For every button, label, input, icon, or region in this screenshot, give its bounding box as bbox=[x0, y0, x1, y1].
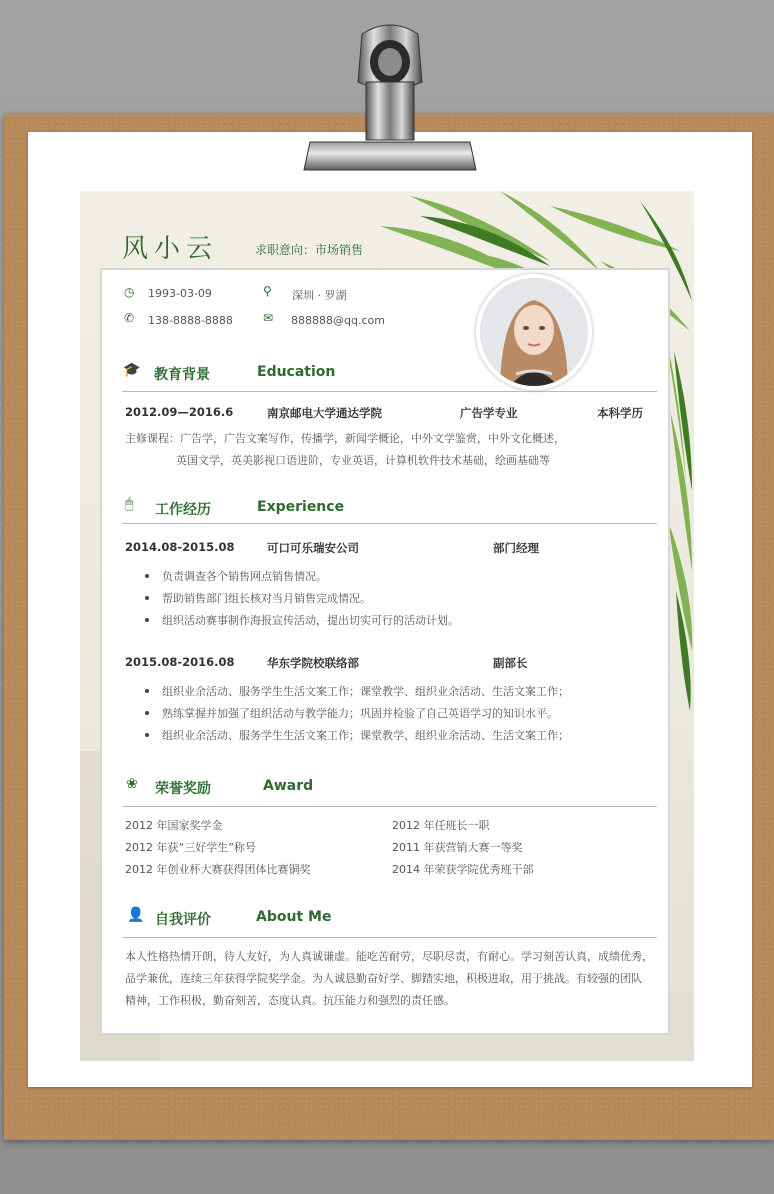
award-item: 2012 年创业杯大赛获得团体比赛铜奖 bbox=[125, 863, 311, 876]
phone-number: 138-8888-8888 bbox=[148, 314, 233, 327]
job-role: 副部长 bbox=[493, 656, 528, 670]
job-duty: 熟练掌握并加强了组织活动与教学能力；巩固并检验了自己英语学习的知识水平。 bbox=[162, 707, 558, 720]
about-title: 自我评价 bbox=[155, 912, 211, 928]
experience-title: 工作经历 bbox=[155, 502, 211, 518]
education-title-en: Education bbox=[257, 364, 336, 380]
experience-divider bbox=[122, 523, 657, 524]
awards-divider bbox=[122, 806, 657, 807]
experience-title-en: Experience bbox=[257, 499, 345, 515]
about-line: 品学兼优，连续三年获得学院奖学金。为人诚恳勤奋好学、脚踏实地，积极进取，用于挑战。有较强的团队 bbox=[125, 972, 642, 985]
education-divider bbox=[122, 391, 657, 392]
job-duty: 负责调查各个销售网点销售情况。 bbox=[162, 570, 327, 583]
education-courses-line2: 英国文学，英美影视口语进阶，专业英语，计算机软件技术基础，绘画基础等 bbox=[176, 454, 550, 467]
graduation-cap-icon: 🎓 bbox=[123, 362, 141, 378]
phone-icon: ✆ bbox=[124, 311, 135, 325]
mouse-icon: 🖱 bbox=[125, 496, 134, 512]
birth-date: 1993-03-09 bbox=[148, 287, 212, 300]
bullet-dot bbox=[145, 574, 149, 578]
awards-title-en: Award bbox=[263, 778, 314, 794]
binder-clip bbox=[300, 22, 480, 178]
bullet-dot bbox=[145, 596, 149, 600]
job-duty: 组织活动赛事制作海报宣传活动，提出切实可行的活动计划。 bbox=[162, 614, 459, 627]
job-company: 可口可乐瑞安公司 bbox=[267, 541, 359, 555]
education-major: 广告学专业 bbox=[460, 406, 518, 420]
job-role: 部门经理 bbox=[493, 541, 539, 555]
job-duty: 组织业余活动、服务学生生活文案工作；课堂教学、组织业余活动、生活文案工作； bbox=[162, 685, 569, 698]
education-title: 教育背景 bbox=[154, 367, 210, 383]
person-icon: 👤 bbox=[127, 907, 145, 923]
about-line: 本人性格热情开朗，待人友好，为人真诚谦虚。能吃苦耐劳，尽职尽责，有耐心。学习刻苦认真，成绩优秀， bbox=[125, 950, 653, 963]
profile-photo bbox=[476, 274, 592, 390]
about-divider bbox=[122, 937, 657, 938]
location-icon: ⚲ bbox=[263, 284, 272, 298]
job-duty: 帮助销售部门组长核对当月销售完成情况。 bbox=[162, 592, 371, 605]
education-courses-line1: 主修课程：广告学，广告文案写作，传播学，新闻学概论，中外文学鉴赏，中外文化概述， bbox=[125, 432, 565, 445]
job-period: 2014.08-2015.08 bbox=[125, 540, 235, 554]
job-period: 2015.08-2016.08 bbox=[125, 655, 235, 669]
education-school: 南京邮电大学通达学院 bbox=[267, 406, 382, 420]
leaf-icon: ❀ bbox=[126, 776, 138, 792]
award-item: 2012 年任班长一职 bbox=[392, 819, 490, 832]
education-degree: 本科学历 bbox=[597, 406, 643, 420]
email-address: 888888@qq.com bbox=[291, 314, 385, 327]
email-icon: ✉ bbox=[263, 311, 274, 325]
calendar-icon: ◷ bbox=[124, 285, 135, 299]
about-title-en: About Me bbox=[256, 909, 332, 925]
award-item: 2014 年荣获学院优秀班干部 bbox=[392, 863, 534, 876]
job-company: 华东学院校联络部 bbox=[267, 656, 359, 670]
education-period: 2012.09—2016.6 bbox=[125, 405, 234, 419]
award-item: 2011 年获营销大赛一等奖 bbox=[392, 841, 523, 854]
bullet-dot bbox=[145, 618, 149, 622]
bullet-dot bbox=[145, 733, 149, 737]
candidate-name: 风小云 bbox=[122, 234, 219, 264]
job-intent: 求职意向：市场销售 bbox=[255, 243, 364, 257]
location: 深圳 · 罗湖 bbox=[292, 289, 347, 302]
bullet-dot bbox=[145, 711, 149, 715]
awards-title: 荣誉奖励 bbox=[155, 781, 211, 797]
about-line: 精神，工作积极，勤奋刻苦，态度认真。抗压能力和强烈的责任感。 bbox=[125, 994, 455, 1007]
award-item: 2012 年国家奖学金 bbox=[125, 819, 223, 832]
award-item: 2012 年获“三好学生”称号 bbox=[125, 841, 256, 854]
job-duty: 组织业余活动、服务学生生活文案工作；课堂教学、组织业余活动、生活文案工作； bbox=[162, 729, 569, 742]
bullet-dot bbox=[145, 689, 149, 693]
